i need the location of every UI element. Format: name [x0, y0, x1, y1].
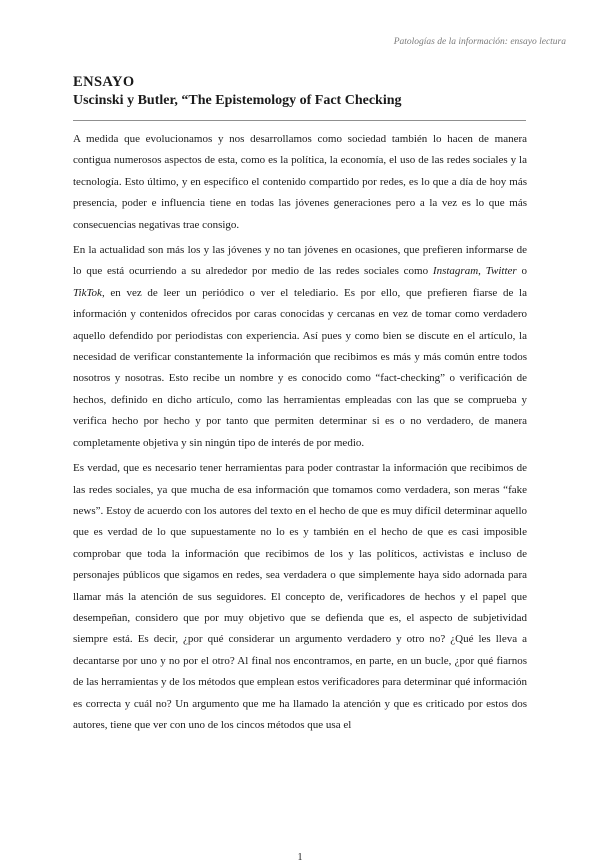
title-block [73, 73, 528, 111]
paragraph-1: A medida que evolucionamos y nos desarrollamos como sociedad también lo hacen de manera contigua numerosos aspectos de esta, como es la política, la economía, el uso de las redes sociales y la tecnología. Esto último, y en específico el contenido compartido por redes, es lo que a día de hoy más presencia, poder e influencia tiene en todas las jóvenes generaciones pero a la vez es lo que más consecuencias negativas trae consigo. [73, 133, 527, 231]
paragraph-2-text-b: , [478, 265, 486, 278]
title-divider [73, 120, 526, 121]
paragraph-3: Es verdad, que es necesario tener herramientas para poder contrastar la información que recibimos de las redes sociales, ya que mucha de esa información que tomamos como verdadera, son meras “fake news”. Estoy de acuerdo con los autores del texto en el hecho de que es muy difícil determinar aquello que es verdad de lo que supuestamente no lo es y también en el hecho de que es casi imposible comprobar que toda la información que recibimos de los y las políticos, activistas e incluso de personajes públicos que sigamos en redes, sea verdadera o que simplemente haya sido adornada para llamar más la atención de sus seguidores. El concepto de, verificadores de hechos y el papel que desempeñan, considero que por muy objetivo que se defienda que es, el aspecto de subjetividad siempre está. Es decir, ¿por qué considerar un argumento verdadero y otro no? ¿Qué les lleva a decantarse por uno y no por el otro? Al final nos encontramos, en parte, en un bucle, ¿por qué fiarnos de las herramientas y de los métodos que emplean estos verificadores para determinar qué información es correcta y cuál no? Un argumento que me ha llamado la atención y que es criticado por estos dos autores, tiene que ver con uno de los cincos métodos que usa el [73, 462, 527, 731]
document-type-heading: ENSAYO [73, 74, 135, 90]
document-title: Uscinski y Butler, “The Epistemology of Fact Checking [73, 93, 402, 108]
running-header: Patologías de la información: ensayo lectura [393, 37, 566, 47]
twitter-mention: Twitter [485, 265, 517, 278]
paragraph-2-text-c: o [516, 265, 528, 278]
tiktok-mention: TikTok [73, 286, 102, 299]
page-number: 1 [297, 852, 303, 863]
paragraph-2-text-a: En la actualidad son más los y las jóvenes y no tan jóvenes en ocasiones, que prefieren informarse de lo que está ocurriendo a su alrededor por medio de las redes sociales como [73, 244, 527, 278]
essay-body [73, 129, 527, 740]
paragraph-2-text-d: , en vez de leer un periódico o ver el telediario. Es por ello, que prefieren fiarse de la información y contenidos ofrecidos por caras conocidas y cercanas en vez de tomar como verdadero aquello defendido por periodistas con experiencia. Así pues y como bien se discute en el artículo, la necesidad de verificar constantemente la información que recibimos es más y más común entre todos nosotros y nosotras. Esto recibe un nombre y es conocido como “fact-checking” o verificación de hechos, definido en dicho artículo, como las herramientas empleadas con las que se comprueba y verifica hecho por hecho y por tanto que permiten determinar si es o no verdadero, de manera completamente objetiva y sin ningún tipo de interés de por medio. [73, 286, 527, 449]
instagram-mention: Instagram [432, 265, 479, 278]
paragraph-2 [73, 240, 527, 454]
